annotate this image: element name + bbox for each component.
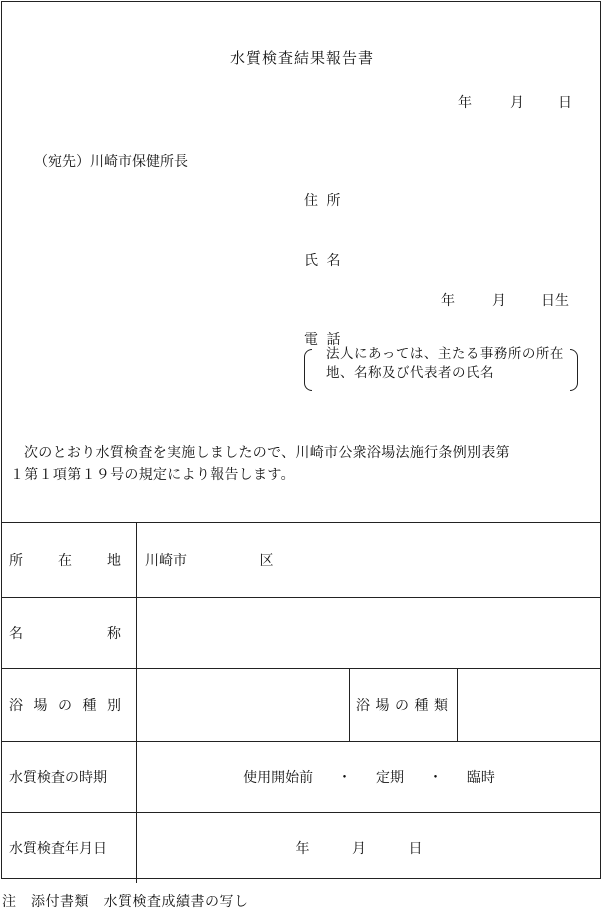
corporate-note: 法人にあっては、主たる事務所の所在地、名称及び代表者の氏名 (326, 346, 564, 381)
inspection-year-label: 年 (295, 841, 310, 857)
date-year-label: 年 (458, 95, 472, 111)
phone-label: 電 話 (304, 332, 343, 348)
timing-option-regular[interactable]: 定期 (376, 770, 404, 786)
birth-month-label: 月 (492, 293, 506, 309)
label-char: の (58, 698, 72, 714)
label-char: 種 (414, 698, 429, 714)
bath-type-field[interactable] (458, 669, 602, 742)
birth-year-label: 年 (441, 293, 455, 309)
name-label: 氏 名 (304, 253, 343, 269)
label-char: 別 (107, 698, 121, 714)
timing-option-before-use[interactable]: 使用開始前 (243, 770, 314, 786)
inspection-date-label: 水質検査年月日 (1, 813, 137, 884)
statement-line-1: 次のとおり水質検査を実施しましたので、川崎市公衆浴場法施行条例別表第 (24, 445, 510, 461)
separator-dot: ・ (337, 770, 352, 786)
location-city: 川崎市 (145, 553, 187, 569)
label-char: 地 (107, 553, 121, 569)
label-char: 所 (9, 553, 23, 569)
separator-dot: ・ (428, 770, 443, 786)
form-title: 水質検査結果報告書 (229, 49, 374, 67)
bath-category-label (1, 669, 137, 742)
location-ward: 区 (259, 553, 274, 569)
label-char: 浴 (9, 698, 23, 714)
date-month-label: 月 (510, 95, 524, 111)
timing-option-temporary[interactable]: 臨時 (466, 770, 495, 786)
inspection-timing-options (137, 742, 602, 813)
inspection-day-label: 日 (408, 841, 423, 857)
inspection-date-field[interactable] (137, 813, 602, 884)
right-bracket (570, 349, 578, 391)
inspection-month-label: 月 (352, 841, 366, 857)
bath-category-field[interactable] (137, 669, 350, 742)
birth-day-label: 日生 (541, 293, 569, 309)
label-char: 場 (33, 698, 48, 714)
label-char: の (395, 698, 409, 714)
bath-type-label (350, 669, 458, 742)
report-table (1, 522, 601, 883)
label-char: 種 (82, 698, 97, 714)
facility-name-label (1, 598, 137, 669)
label-char: 在 (58, 553, 72, 569)
label-char: 類 (434, 698, 448, 714)
label-char: 浴 (356, 698, 370, 714)
inspection-timing-label: 水質検査の時期 (1, 742, 137, 813)
table-row-bath (1, 669, 601, 742)
addressee: （宛先）川崎市保健所長 (34, 154, 188, 170)
corporate-note-block (304, 345, 578, 403)
table-row-name (1, 598, 601, 669)
location-field[interactable] (137, 523, 602, 598)
label-char: 名 (9, 626, 23, 642)
statement-line-2: １第１項第１９号の規定により報告します。 (10, 467, 295, 483)
left-bracket (304, 349, 312, 391)
table-row-date (1, 813, 601, 884)
table-row-timing (1, 742, 601, 813)
table-row-location (1, 523, 601, 598)
address-label: 住 所 (304, 193, 343, 209)
facility-name-field[interactable] (137, 598, 602, 669)
label-char: 場 (375, 698, 390, 714)
location-label (1, 523, 137, 598)
statement (10, 442, 592, 486)
date-day-label: 日 (558, 95, 572, 111)
label-char: 称 (107, 626, 121, 642)
attachment-note: 注 添付書類 水質検査成績書の写し (2, 894, 249, 910)
